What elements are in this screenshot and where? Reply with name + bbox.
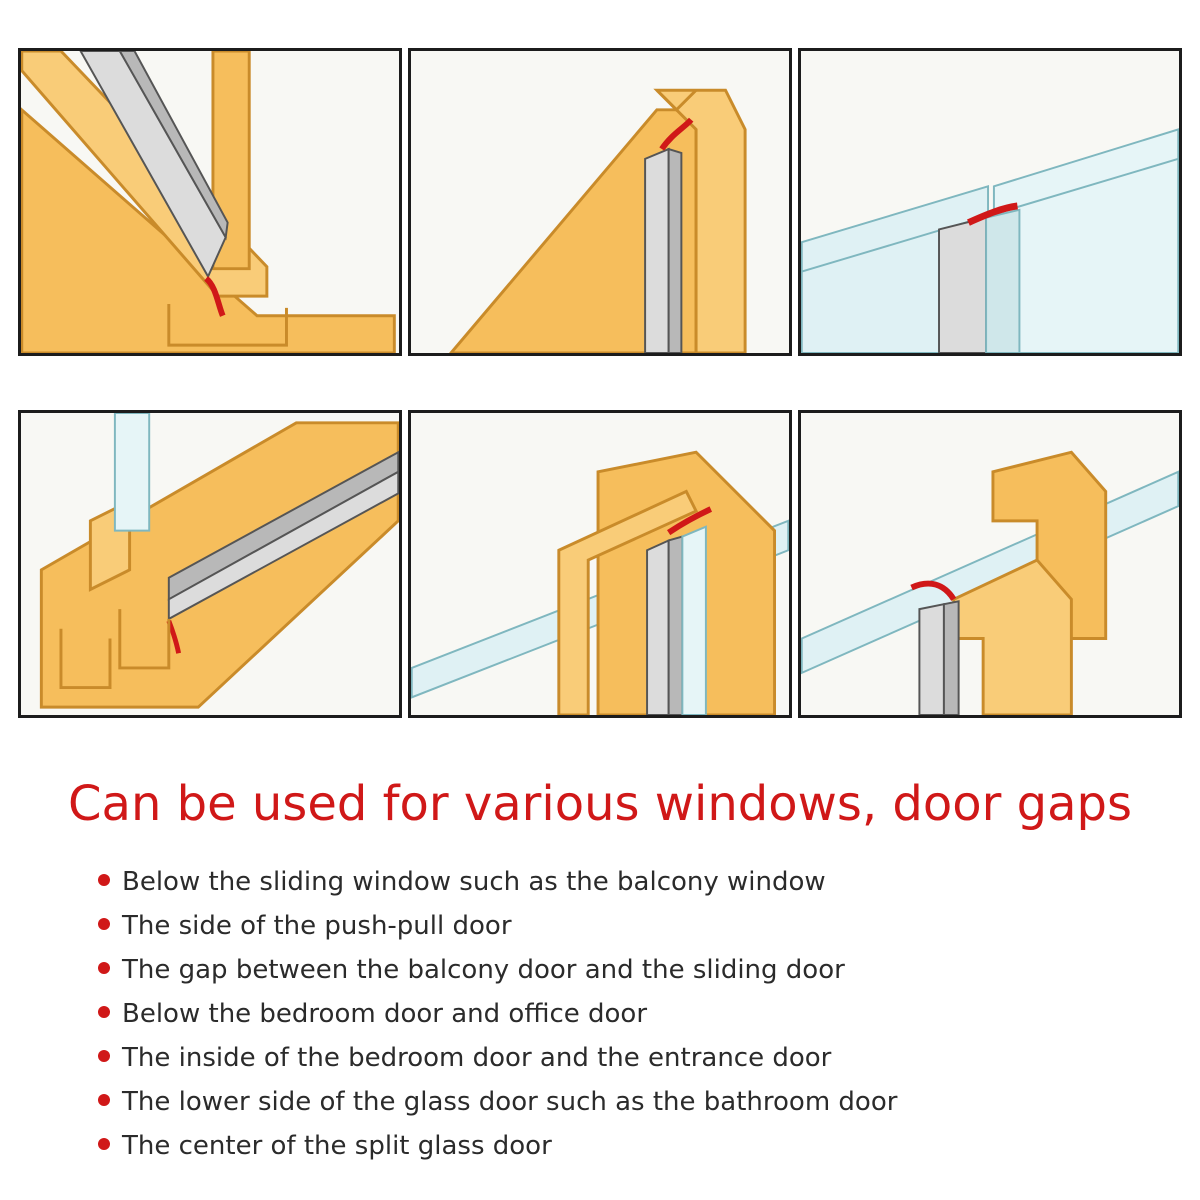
glass-gap-seal-drawing — [801, 51, 1179, 353]
illustration-push-pull-door — [408, 48, 792, 356]
bullet-icon — [98, 918, 110, 930]
usage-text: Below the bedroom door and office door — [122, 999, 648, 1029]
usage-text: The gap between the balcony door and the sliding door — [122, 955, 845, 985]
illustration-door-frame-gap — [408, 410, 792, 718]
glass-door-seal-drawing — [801, 413, 1179, 715]
illustration-sliding-window-bottom — [18, 48, 402, 356]
bullet-icon — [98, 962, 110, 974]
list-item — [98, 1124, 897, 1168]
bullet-icon — [98, 1138, 110, 1150]
usage-list — [98, 860, 897, 1168]
door-frame-seal-drawing — [411, 413, 789, 715]
illustration-window-track — [18, 410, 402, 718]
bullet-icon — [98, 1050, 110, 1062]
usage-text: The center of the split glass door — [122, 1131, 552, 1161]
bullet-icon — [98, 874, 110, 886]
usage-text: The inside of the bedroom door and the entrance door — [122, 1043, 832, 1073]
list-item — [98, 1080, 897, 1124]
usage-text: Below the sliding window such as the balcony window — [122, 867, 826, 897]
illustration-glass-door-lower — [798, 410, 1182, 718]
list-item — [98, 904, 897, 948]
bullet-icon — [98, 1094, 110, 1106]
list-item — [98, 1036, 897, 1080]
usage-text: The lower side of the glass door such as the bathroom door — [122, 1087, 898, 1117]
list-item — [98, 948, 897, 992]
usage-text: The side of the push-pull door — [122, 911, 512, 941]
push-pull-door-seal-drawing — [411, 51, 789, 353]
list-item — [98, 992, 897, 1036]
bullet-icon — [98, 1006, 110, 1018]
window-track-seal-drawing — [21, 413, 399, 715]
headline: Can be used for various windows, door gaps — [68, 776, 1132, 832]
sliding-window-seal-drawing — [21, 51, 399, 353]
list-item — [98, 860, 897, 904]
illustration-glass-gap — [798, 48, 1182, 356]
